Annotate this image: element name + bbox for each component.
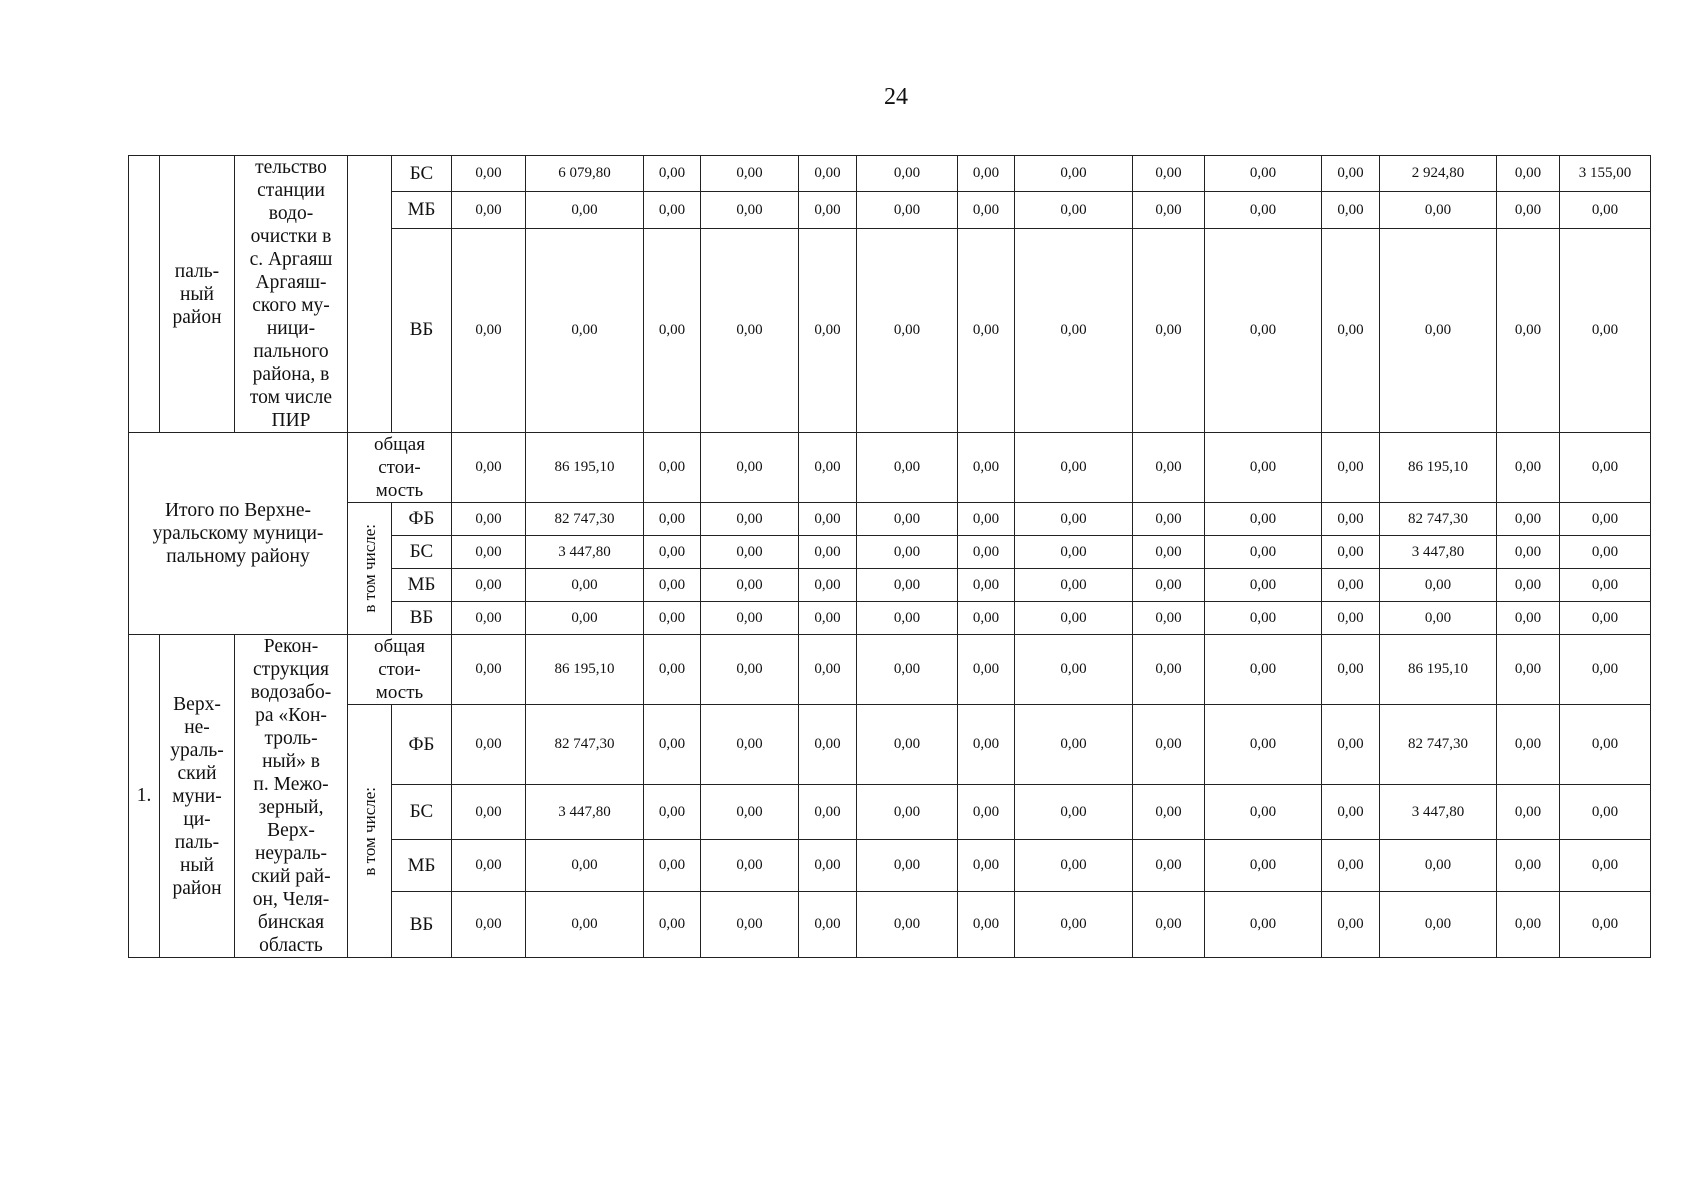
value-cell: 0,00: [799, 536, 857, 569]
value-cell: 0,00: [701, 503, 799, 536]
value-cell: 0,00: [1497, 602, 1560, 635]
value-cell: 0,00: [452, 569, 526, 602]
budget-table: [128, 155, 1651, 958]
value-cell: 0,00: [958, 785, 1015, 840]
value-cell: 0,00: [1015, 569, 1133, 602]
value-cell: 0,00: [701, 228, 799, 432]
value-cell: 0,00: [701, 192, 799, 228]
total-cost-label: общая стои- мость: [348, 433, 452, 503]
value-cell: 0,00: [1322, 536, 1380, 569]
value-cell: 0,00: [644, 840, 701, 892]
value-cell: 0,00: [701, 156, 799, 192]
value-cell: 0,00: [1322, 892, 1380, 958]
value-cell: 0,00: [1015, 228, 1133, 432]
value-cell: 0,00: [1560, 228, 1651, 432]
value-cell: 0,00: [799, 892, 857, 958]
value-cell: 0,00: [857, 536, 958, 569]
value-cell: 0,00: [1133, 536, 1205, 569]
value-cell: 0,00: [958, 840, 1015, 892]
value-cell: 0,00: [1380, 569, 1497, 602]
value-cell: 0,00: [1205, 840, 1322, 892]
value-cell: 86 195,10: [1380, 433, 1497, 503]
value-cell: 0,00: [644, 433, 701, 503]
value-cell: 0,00: [1497, 785, 1560, 840]
value-cell: 0,00: [857, 785, 958, 840]
value-cell: 0,00: [1133, 569, 1205, 602]
value-cell: 0,00: [526, 228, 644, 432]
value-cell: 0,00: [1380, 840, 1497, 892]
subtotal-row: [129, 433, 1651, 503]
budget-code-cell: ФБ: [392, 503, 452, 536]
value-cell: 0,00: [1205, 705, 1322, 785]
value-cell: 0,00: [857, 192, 958, 228]
including-label: в том числе:: [359, 786, 379, 876]
value-cell: 0,00: [1560, 192, 1651, 228]
value-cell: 0,00: [1497, 840, 1560, 892]
value-cell: 0,00: [1133, 602, 1205, 635]
table-row: [129, 503, 1651, 536]
value-cell: 3 447,80: [526, 785, 644, 840]
object-cell: тельство станции водо- очистки в с. Аргаяш Аргаяш- ского му- ници- пального района, в том числе ПИР: [235, 156, 348, 433]
value-cell: 0,00: [1205, 602, 1322, 635]
subtotal-label: Итого по Верхне- уральскому муници- пальному району: [129, 433, 348, 635]
value-cell: 0,00: [526, 192, 644, 228]
value-cell: 0,00: [958, 635, 1015, 705]
value-cell: 0,00: [452, 433, 526, 503]
value-cell: 0,00: [1015, 503, 1133, 536]
value-cell: 0,00: [1560, 569, 1651, 602]
value-cell: 0,00: [1560, 785, 1651, 840]
value-cell: 0,00: [1015, 156, 1133, 192]
value-cell: 0,00: [1133, 156, 1205, 192]
value-cell: 0,00: [1560, 635, 1651, 705]
value-cell: 0,00: [958, 228, 1015, 432]
value-cell: 0,00: [1560, 536, 1651, 569]
value-cell: 0,00: [799, 503, 857, 536]
value-cell: 0,00: [958, 192, 1015, 228]
value-cell: 0,00: [1380, 892, 1497, 958]
value-cell: 0,00: [1133, 892, 1205, 958]
value-cell: 3 447,80: [1380, 785, 1497, 840]
value-cell: 0,00: [644, 705, 701, 785]
value-cell: 0,00: [799, 433, 857, 503]
value-cell: 6 079,80: [526, 156, 644, 192]
value-cell: 0,00: [1322, 192, 1380, 228]
value-cell: 0,00: [1015, 602, 1133, 635]
value-cell: 0,00: [799, 192, 857, 228]
value-cell: 0,00: [1205, 156, 1322, 192]
value-cell: 0,00: [958, 892, 1015, 958]
value-cell: 0,00: [1497, 156, 1560, 192]
value-cell: 0,00: [1322, 156, 1380, 192]
table-row: [129, 156, 1651, 192]
value-cell: 0,00: [452, 705, 526, 785]
object-total-row: [129, 635, 1651, 705]
budget-code-cell: МБ: [392, 840, 452, 892]
value-cell: 0,00: [1015, 892, 1133, 958]
value-cell: 2 924,80: [1380, 156, 1497, 192]
value-cell: 0,00: [1133, 635, 1205, 705]
value-cell: 0,00: [1133, 785, 1205, 840]
value-cell: 0,00: [1560, 840, 1651, 892]
value-cell: 0,00: [958, 602, 1015, 635]
value-cell: 0,00: [1497, 569, 1560, 602]
value-cell: 0,00: [1205, 536, 1322, 569]
value-cell: 0,00: [799, 156, 857, 192]
value-cell: 0,00: [452, 602, 526, 635]
value-cell: 0,00: [799, 840, 857, 892]
value-cell: 0,00: [799, 705, 857, 785]
including-label: в том числе:: [359, 524, 379, 613]
value-cell: 0,00: [1205, 433, 1322, 503]
index-cell: 1.: [129, 635, 160, 958]
value-cell: 0,00: [1133, 503, 1205, 536]
value-cell: 0,00: [452, 503, 526, 536]
value-cell: 0,00: [526, 569, 644, 602]
budget-code-cell: ВБ: [392, 228, 452, 432]
value-cell: 0,00: [701, 892, 799, 958]
value-cell: 0,00: [526, 840, 644, 892]
value-cell: 0,00: [857, 503, 958, 536]
value-cell: 0,00: [452, 892, 526, 958]
value-cell: 0,00: [1497, 192, 1560, 228]
value-cell: 0,00: [1205, 785, 1322, 840]
value-cell: 0,00: [644, 536, 701, 569]
value-cell: 0,00: [1133, 705, 1205, 785]
value-cell: 0,00: [1015, 192, 1133, 228]
value-cell: 0,00: [857, 228, 958, 432]
value-cell: 0,00: [644, 228, 701, 432]
value-cell: 0,00: [526, 602, 644, 635]
value-cell: 0,00: [1322, 840, 1380, 892]
value-cell: 3 447,80: [1380, 536, 1497, 569]
value-cell: 0,00: [1497, 536, 1560, 569]
value-cell: 0,00: [857, 433, 958, 503]
value-cell: 0,00: [1205, 192, 1322, 228]
value-cell: 0,00: [1497, 433, 1560, 503]
value-cell: 0,00: [857, 635, 958, 705]
value-cell: 0,00: [1015, 705, 1133, 785]
value-cell: 86 195,10: [1380, 635, 1497, 705]
value-cell: 0,00: [1322, 433, 1380, 503]
value-cell: 0,00: [701, 840, 799, 892]
value-cell: 0,00: [1015, 840, 1133, 892]
total-cost-label: общая стои- мость: [348, 635, 452, 705]
value-cell: 0,00: [644, 192, 701, 228]
municipality-cell: паль- ный район: [160, 156, 235, 433]
value-cell: 0,00: [1015, 433, 1133, 503]
value-cell: 0,00: [1560, 602, 1651, 635]
value-cell: 0,00: [799, 785, 857, 840]
budget-code-cell: БС: [392, 156, 452, 192]
value-cell: 0,00: [1380, 602, 1497, 635]
value-cell: 0,00: [1205, 635, 1322, 705]
value-cell: 0,00: [958, 536, 1015, 569]
value-cell: 0,00: [452, 156, 526, 192]
value-cell: 0,00: [1205, 569, 1322, 602]
value-cell: 0,00: [958, 503, 1015, 536]
value-cell: 0,00: [1497, 228, 1560, 432]
value-cell: 0,00: [1205, 503, 1322, 536]
budget-code-cell: БС: [392, 785, 452, 840]
value-cell: 0,00: [452, 536, 526, 569]
value-cell: 0,00: [1322, 785, 1380, 840]
municipality-cell: Верх- не- ураль- ский муни- ци- паль- ный район: [160, 635, 235, 958]
value-cell: 0,00: [857, 602, 958, 635]
budget-code-cell: ВБ: [392, 892, 452, 958]
value-cell: 0,00: [1322, 602, 1380, 635]
value-cell: 0,00: [1497, 503, 1560, 536]
budget-code-cell: ВБ: [392, 602, 452, 635]
value-cell: 82 747,30: [1380, 503, 1497, 536]
value-cell: 0,00: [1133, 840, 1205, 892]
value-cell: 0,00: [1205, 228, 1322, 432]
value-cell: 0,00: [701, 705, 799, 785]
value-cell: 0,00: [958, 156, 1015, 192]
value-cell: 0,00: [644, 892, 701, 958]
value-cell: 0,00: [701, 536, 799, 569]
value-cell: 0,00: [799, 635, 857, 705]
value-cell: 3 447,80: [526, 536, 644, 569]
value-cell: 0,00: [1133, 228, 1205, 432]
value-cell: 0,00: [958, 705, 1015, 785]
value-cell: 0,00: [799, 228, 857, 432]
value-cell: 0,00: [799, 569, 857, 602]
value-cell: 0,00: [1205, 892, 1322, 958]
value-cell: 0,00: [1560, 892, 1651, 958]
value-cell: 0,00: [644, 635, 701, 705]
value-cell: 0,00: [452, 785, 526, 840]
value-cell: 0,00: [857, 569, 958, 602]
value-cell: 0,00: [1560, 433, 1651, 503]
budget-code-cell: МБ: [392, 569, 452, 602]
value-cell: 3 155,00: [1560, 156, 1651, 192]
value-cell: 0,00: [452, 635, 526, 705]
including-label-cell: [348, 705, 392, 958]
value-cell: 0,00: [701, 433, 799, 503]
including-label-cell: [348, 503, 392, 635]
value-cell: 0,00: [1015, 635, 1133, 705]
page-number: 24: [884, 84, 908, 110]
including-label-cell: [348, 156, 392, 433]
value-cell: 0,00: [644, 569, 701, 602]
value-cell: 0,00: [701, 635, 799, 705]
table-row: [129, 705, 1651, 785]
value-cell: 0,00: [958, 569, 1015, 602]
value-cell: 0,00: [1322, 705, 1380, 785]
budget-code-cell: ФБ: [392, 705, 452, 785]
value-cell: 0,00: [1560, 503, 1651, 536]
value-cell: 0,00: [644, 602, 701, 635]
object-cell: Рекон- струкция водозабо- ра «Кон- троль- ный» в п. Межо- зерный, Верх- неураль- ский рай- он, Челя- бинская область: [235, 635, 348, 958]
value-cell: 0,00: [1322, 228, 1380, 432]
value-cell: 82 747,30: [526, 705, 644, 785]
value-cell: 0,00: [1322, 569, 1380, 602]
value-cell: 0,00: [452, 192, 526, 228]
value-cell: 0,00: [1380, 228, 1497, 432]
value-cell: 0,00: [701, 569, 799, 602]
value-cell: 0,00: [701, 602, 799, 635]
value-cell: 0,00: [857, 156, 958, 192]
value-cell: 0,00: [1497, 892, 1560, 958]
value-cell: 0,00: [1015, 785, 1133, 840]
value-cell: 0,00: [857, 705, 958, 785]
value-cell: 0,00: [1133, 192, 1205, 228]
value-cell: 0,00: [644, 785, 701, 840]
value-cell: 0,00: [1497, 635, 1560, 705]
value-cell: 86 195,10: [526, 635, 644, 705]
value-cell: 86 195,10: [526, 433, 644, 503]
value-cell: 0,00: [958, 433, 1015, 503]
budget-code-cell: МБ: [392, 192, 452, 228]
value-cell: 0,00: [1015, 536, 1133, 569]
value-cell: 0,00: [644, 156, 701, 192]
value-cell: 82 747,30: [1380, 705, 1497, 785]
value-cell: 0,00: [1497, 705, 1560, 785]
value-cell: 0,00: [1560, 705, 1651, 785]
value-cell: 82 747,30: [526, 503, 644, 536]
value-cell: 0,00: [644, 503, 701, 536]
value-cell: 0,00: [1322, 503, 1380, 536]
value-cell: 0,00: [857, 892, 958, 958]
value-cell: 0,00: [857, 840, 958, 892]
value-cell: 0,00: [799, 602, 857, 635]
value-cell: 0,00: [452, 228, 526, 432]
value-cell: 0,00: [452, 840, 526, 892]
index-cell: [129, 156, 160, 433]
budget-code-cell: БС: [392, 536, 452, 569]
value-cell: 0,00: [1133, 433, 1205, 503]
value-cell: 0,00: [1322, 635, 1380, 705]
value-cell: 0,00: [701, 785, 799, 840]
value-cell: 0,00: [526, 892, 644, 958]
value-cell: 0,00: [1380, 192, 1497, 228]
